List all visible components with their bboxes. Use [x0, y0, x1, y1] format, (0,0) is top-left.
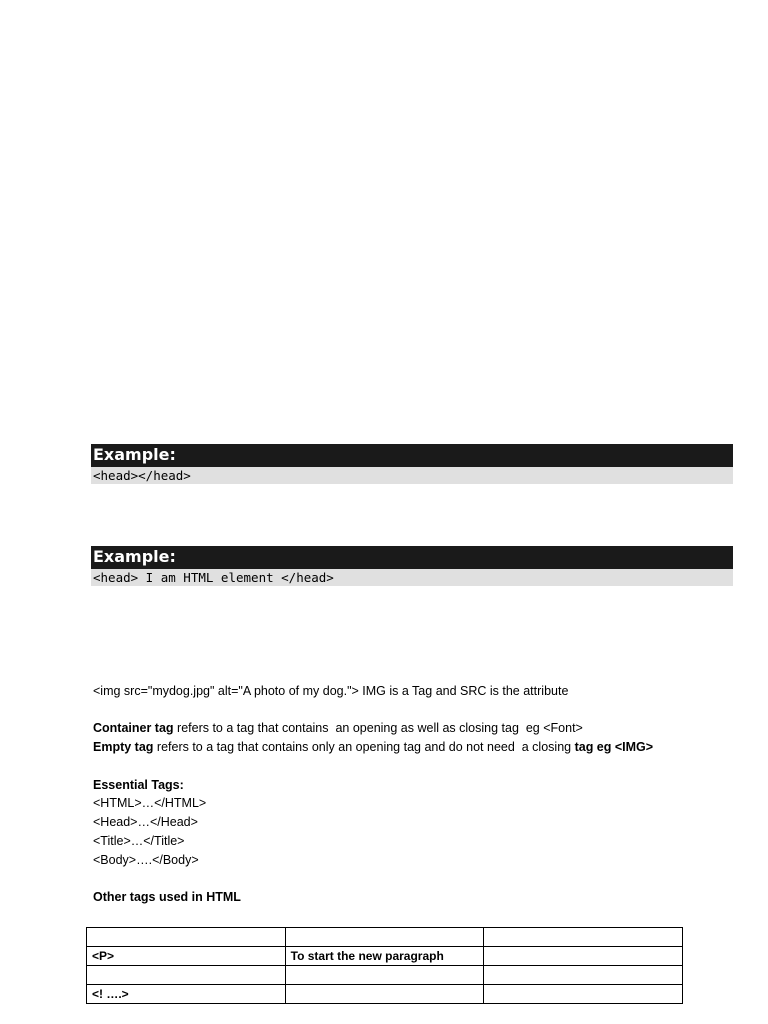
container-tag-text: refers to a tag that contains an opening as well as closing tag eg <Font>	[173, 721, 583, 735]
other-tags-table	[86, 927, 683, 1004]
table-cell	[484, 966, 683, 985]
table-row	[87, 985, 683, 1004]
table-row	[87, 947, 683, 966]
table-row	[87, 928, 683, 947]
example-box-1	[91, 444, 733, 484]
essential-tag-item: <Head>…</Head>	[93, 815, 198, 829]
container-tag-definition	[93, 720, 583, 736]
essential-tags-heading: Essential Tags:	[93, 778, 184, 792]
container-tag-term: Container tag	[93, 721, 174, 735]
table-cell	[285, 985, 484, 1004]
table-cell: <! ….>	[87, 985, 286, 1004]
essential-tag-item: <Body>….</Body>	[93, 853, 199, 867]
table-cell	[484, 928, 683, 947]
table-cell: <P>	[87, 947, 286, 966]
example-header: Example:	[91, 444, 733, 467]
table-cell: To start the new paragraph	[285, 947, 484, 966]
empty-tag-definition	[93, 739, 653, 755]
table-cell	[484, 985, 683, 1004]
table-cell	[285, 928, 484, 947]
table-row	[87, 966, 683, 985]
essential-tag-item: <HTML>…</HTML>	[93, 796, 207, 810]
essential-tag-item: <Title>…</Title>	[93, 834, 185, 848]
empty-tag-term: Empty tag	[93, 740, 154, 754]
table-cell	[87, 966, 286, 985]
example-header: Example:	[91, 546, 733, 569]
empty-tag-text: refers to a tag that contains only an opening tag and do not need a closing	[153, 740, 575, 754]
table-cell	[484, 947, 683, 966]
table-cell	[87, 928, 286, 947]
img-tag-description: <img src="mydog.jpg" alt="A photo of my dog."> IMG is a Tag and SRC is the attribute	[93, 684, 569, 698]
empty-tag-example: tag eg <IMG>	[574, 740, 654, 754]
example-code: <head></head>	[91, 467, 733, 484]
example-code: <head> I am HTML element </head>	[91, 569, 733, 586]
table-cell	[285, 966, 484, 985]
example-box-2	[91, 546, 733, 586]
other-tags-heading: Other tags used in HTML	[93, 890, 241, 904]
